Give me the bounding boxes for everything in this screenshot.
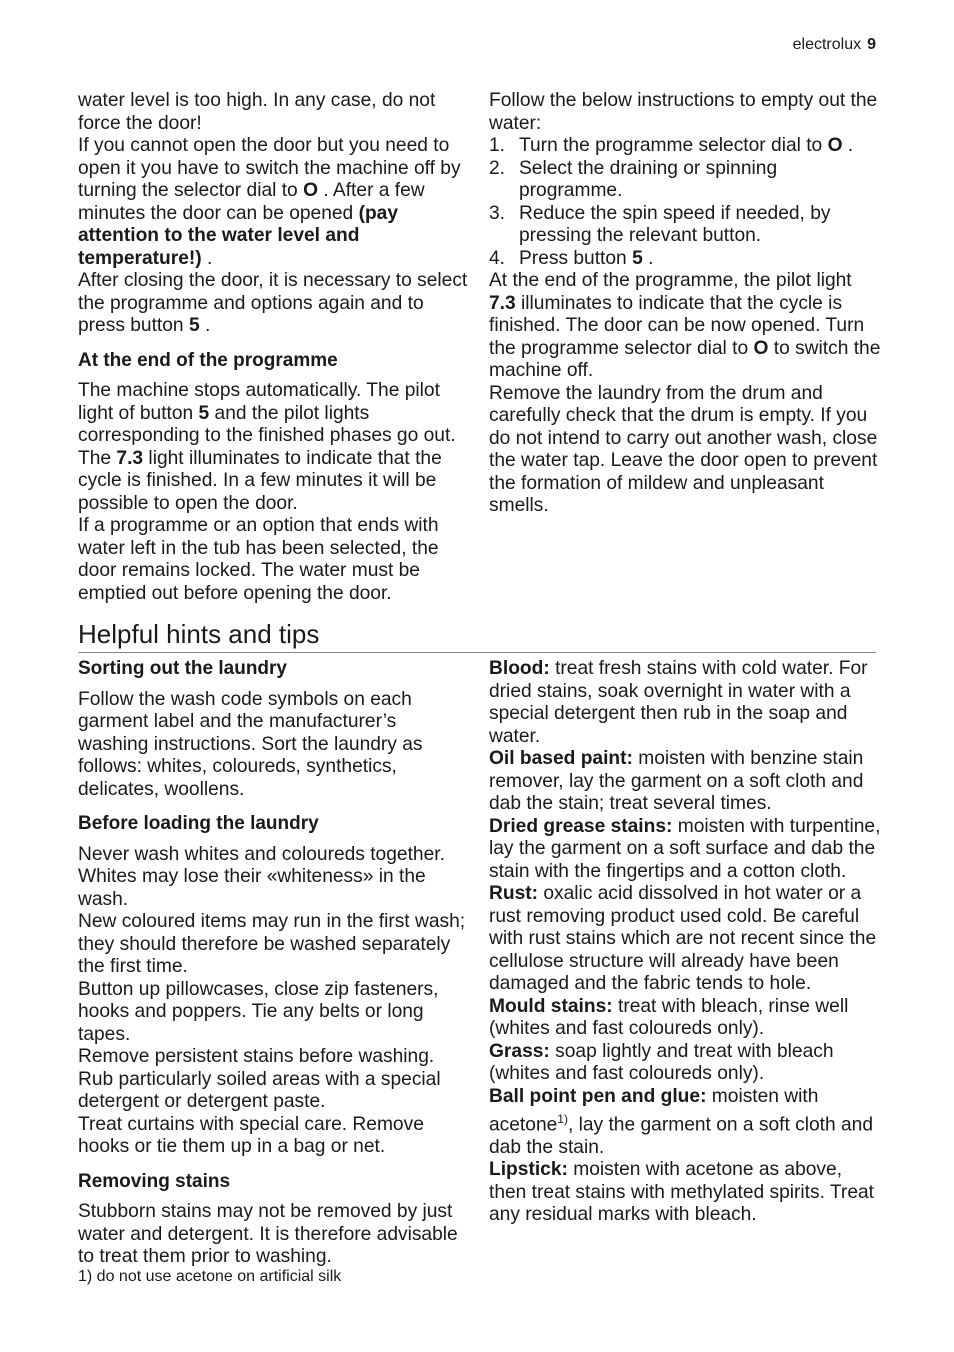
stain-item: Ball point pen and glue: moisten with acetone$^{1)}$, lay the garment on a soft cloth and dab the stain.	[489, 1085, 874, 1158]
paragraph: Follow the below instructions to empty out the water:	[489, 90, 878, 134]
paragraph: After closing the door, it is necessary to select the programme and options again and to press button 5 .	[78, 270, 468, 336]
column-3	[78, 658, 470, 1269]
paragraph: water level is too high. In any case, do not force the door!	[78, 90, 436, 134]
paragraph: If a programme or an option that ends with water left in the tub has been selected, the door remains locked. The water must be emptied out before opening the door.	[78, 515, 439, 604]
subheading-removing-stains: Removing stains	[78, 1170, 231, 1192]
stain-item: Dried grease stains: moisten with turpentine, lay the garment on a soft surface and dab the stain with the fingertips and a cotton cloth.	[489, 815, 881, 882]
column-4	[489, 658, 881, 1227]
brand-name: electrolux	[792, 36, 862, 53]
stain-item: Mould stains: treat with bleach, rinse well (whites and fast coloureds only).	[489, 995, 849, 1039]
drain-steps-list	[489, 135, 881, 270]
subheading-end-of-programme: At the end of the programme	[78, 349, 338, 371]
stain-item: Lipstick: moisten with acetone as above, then treat stains with methylated spirits. Treat any residual marks with bleach.	[489, 1159, 874, 1226]
list-item: 4. Press button 5 .	[489, 247, 654, 269]
column-1	[78, 90, 470, 605]
column-2	[489, 90, 881, 518]
paragraph: Button up pillowcases, close zip fasteners, hooks and poppers. Tie any belts or long tapes.	[78, 978, 439, 1045]
subheading-before-loading: Before loading the laundry	[78, 813, 319, 834]
paragraph: Stubborn stains may not be removed by just water and detergent. It is therefore advisable to treat them prior to washing.	[78, 1201, 458, 1267]
subheading-sorting: Sorting out the laundry	[78, 658, 287, 679]
paragraph: If you cannot open the door but you need to open it you have to switch the machine off by turning the selector dial to O . After a few minutes the door can be opened (pay attention to the water level and temperature!) .	[78, 135, 461, 269]
paragraph: Remove the laundry from the drum and carefully check that the drum is empty. If you do not intend to carry out another wash, close the water tap. Leave the door open to prevent the formation of mildew and unpleasant smells.	[489, 382, 878, 516]
paragraph: At the end of the programme, the pilot light 7.3 illuminates to indicate that the cycle is finished. The door can be now opened. Turn the programme selector dial to O to switch the machine off.	[489, 270, 881, 381]
stain-item: Oil based paint: moisten with benzine stain remover, lay the garment on a soft cloth and dab the stain; treat several times.	[489, 748, 864, 814]
paragraph: The machine stops automatically. The pilot light of button 5 and the pilot lights corresponding to the finished phases go out. The 7.3 light illuminates to indicate that the cycle is finished. In a few minutes it will be possible to open the door.	[78, 380, 456, 514]
stain-item: Grass: soap lightly and treat with bleach (whites and fast coloureds only).	[489, 1040, 834, 1084]
paragraph: Never wash whites and coloureds together. Whites may lose their «whiteness» in the wash.	[78, 843, 445, 910]
paragraph: Treat curtains with special care. Remove hooks or tie them up in a bag or net.	[78, 1113, 424, 1157]
paragraph: Remove persistent stains before washing. Rub particularly soiled areas with a special detergent or detergent paste.	[78, 1046, 441, 1112]
paragraph: Follow the wash code symbols on each garment label and the manufacturer’s washing instructions. Sort the laundry as follows: whites, coloureds, synthetics, delicates, woollens.	[78, 688, 423, 800]
list-item: 1. Turn the programme selector dial to O .	[489, 135, 854, 156]
page-number: 9	[867, 36, 876, 53]
footnote: 1) do not use acetone on artificial silk	[78, 1268, 342, 1285]
page-header	[793, 36, 876, 54]
section-title: Helpful hints and tips	[78, 618, 876, 653]
stain-item: Blood: treat fresh stains with cold water. For dried stains, soak overnight in water with a special detergent then rub in the soap and water.	[489, 658, 868, 747]
list-item: 2. Select the draining or spinning programme.	[489, 157, 778, 201]
stain-item: Rust: oxalic acid dissolved in hot water or a rust removing product used cold. Be careful with rust stains which are not recent since the cellulose structure will already have been damaged and the fabric tends to hole.	[489, 883, 877, 994]
footnote-ref: 1)	[557, 1112, 568, 1126]
paragraph: New coloured items may run in the first wash; they should therefore be washed separately the first time.	[78, 911, 466, 977]
list-item: 3. Reduce the spin speed if needed, by pressing the relevant button.	[489, 202, 831, 246]
